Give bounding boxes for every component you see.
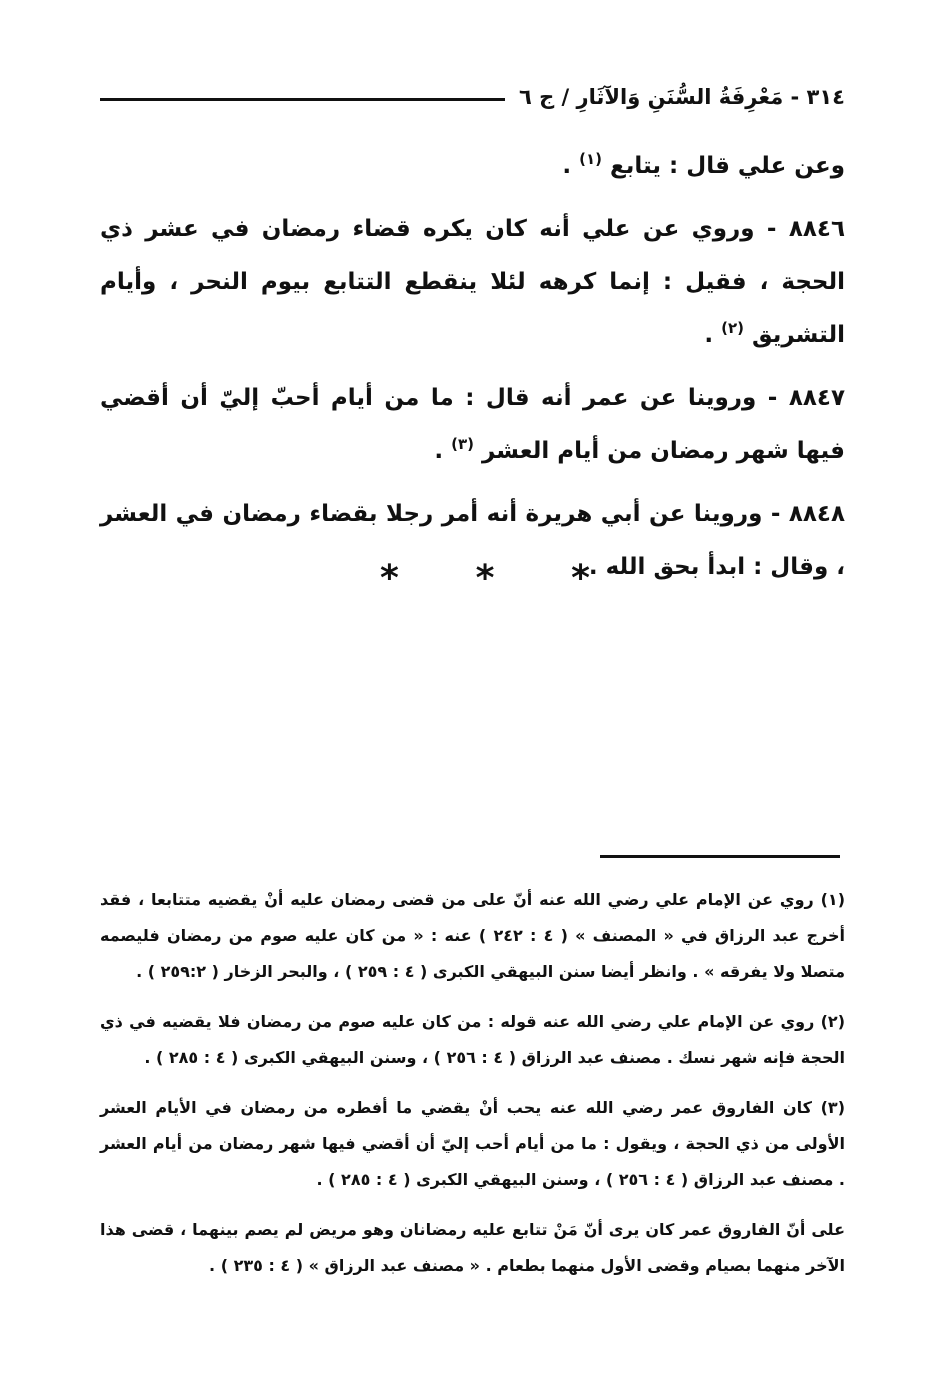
footnote-1: (١) روي عن الإمام علي رضي الله عنه أنّ على من قضى رمضان عليه أنْ يقضيه متتابعا ، فقد أخرج عبد الرزاق في « المصنف » ( ٤ : ٢٤٢ ) عنه : « من كان عليه صوم من رمضان فليصمه متصلا ولا يفرقه » . وانظر أيضا سنن البيهقي الكبرى ( ٤ : ٢٥٩ ) ، والبحر الزخار ( ٢٥٩:٢ ) . (100, 890, 845, 981)
paragraph-text: ٨٨٤٧ - وروينا عن عمر أنه قال : ما من أيام أحبّ إليّ أن أقضي فيها شهر رمضان من أيام العشر (100, 385, 845, 464)
paragraph-end: . (588, 554, 606, 580)
footnotes (100, 882, 845, 1298)
paragraph-8847 (100, 372, 845, 478)
running-header (100, 80, 845, 114)
paragraph-text: وعن علي قال : يتابع (610, 153, 845, 179)
footnote-3: (٣) كان الفاروق عمر رضي الله عنه يحب أنْ يقضي ما أفطره من رمضان في الأيام العشر الأولى من ذي الحجة ، ويقول : ما من أيام أحب إليّ أن أقضي فيها شهر رمضان من أيام العشر . مصنف عبد الرزاق ( ٤ : ٢٥٦ ) ، وسنن البيهقي الكبرى ( ٤ : ٢٨٥ ) . (100, 1098, 845, 1189)
asterisk-icon: * (475, 558, 495, 599)
footnote-3-continued: على أنّ الفاروق عمر كان يرى أنّ مَنْ تتابع عليه رمضانان وهو مريض لم يصم بينهما ، قضى هذا الآخر منهما بصيام وقضى الأول منهما بطعام . « مصنف عبد الرزاق » ( ٤ : ٢٣٥ ) . (100, 1220, 845, 1275)
paragraph-text: ٨٨٤٨ - وروينا عن أبي هريرة أنه أمر رجلا بقضاء رمضان في العشر ، وقال : ابدأ بحق الله (100, 501, 845, 580)
section-separator (380, 558, 590, 599)
paragraph-intro (100, 140, 845, 193)
paragraph-end: . (562, 153, 580, 179)
paragraph-8846 (100, 203, 845, 362)
footnote-ref: (٣) (451, 435, 474, 453)
footnote-ref: (٢) (721, 319, 744, 337)
paragraph-end: . (704, 322, 722, 348)
footnote-2: (٢) روي عن الإمام علي رضي الله عنه قوله : من كان عليه صوم من رمضان فلا يقضيه في ذي الحجة فإنه شهر نسك . مصنف عبد الرزاق ( ٤ : ٢٥٦ ) ، وسنن البيهقي الكبرى ( ٤ : ٢٨٥ ) . (100, 1012, 845, 1067)
asterisk-icon: * (571, 558, 590, 599)
paragraph-text: ٨٨٤٦ - وروي عن علي أنه كان يكره قضاء رمضان في عشر ذي الحجة ، فقيل : إنما كرهه لئلا ينقطع التتابع بيوم النحر ، وأيام التشريق (100, 216, 845, 348)
header-rule (100, 98, 505, 101)
asterisk-icon: * (380, 558, 399, 599)
footnote-ref: (١) (579, 150, 603, 168)
paragraph-end: . (434, 438, 452, 464)
header-title: ٣١٤ - مَعْرِفَةُ السُّنَنِ وَالآثَارِ / ج ٦ (518, 85, 845, 109)
footnote-rule (600, 855, 840, 858)
main-text (100, 140, 845, 604)
